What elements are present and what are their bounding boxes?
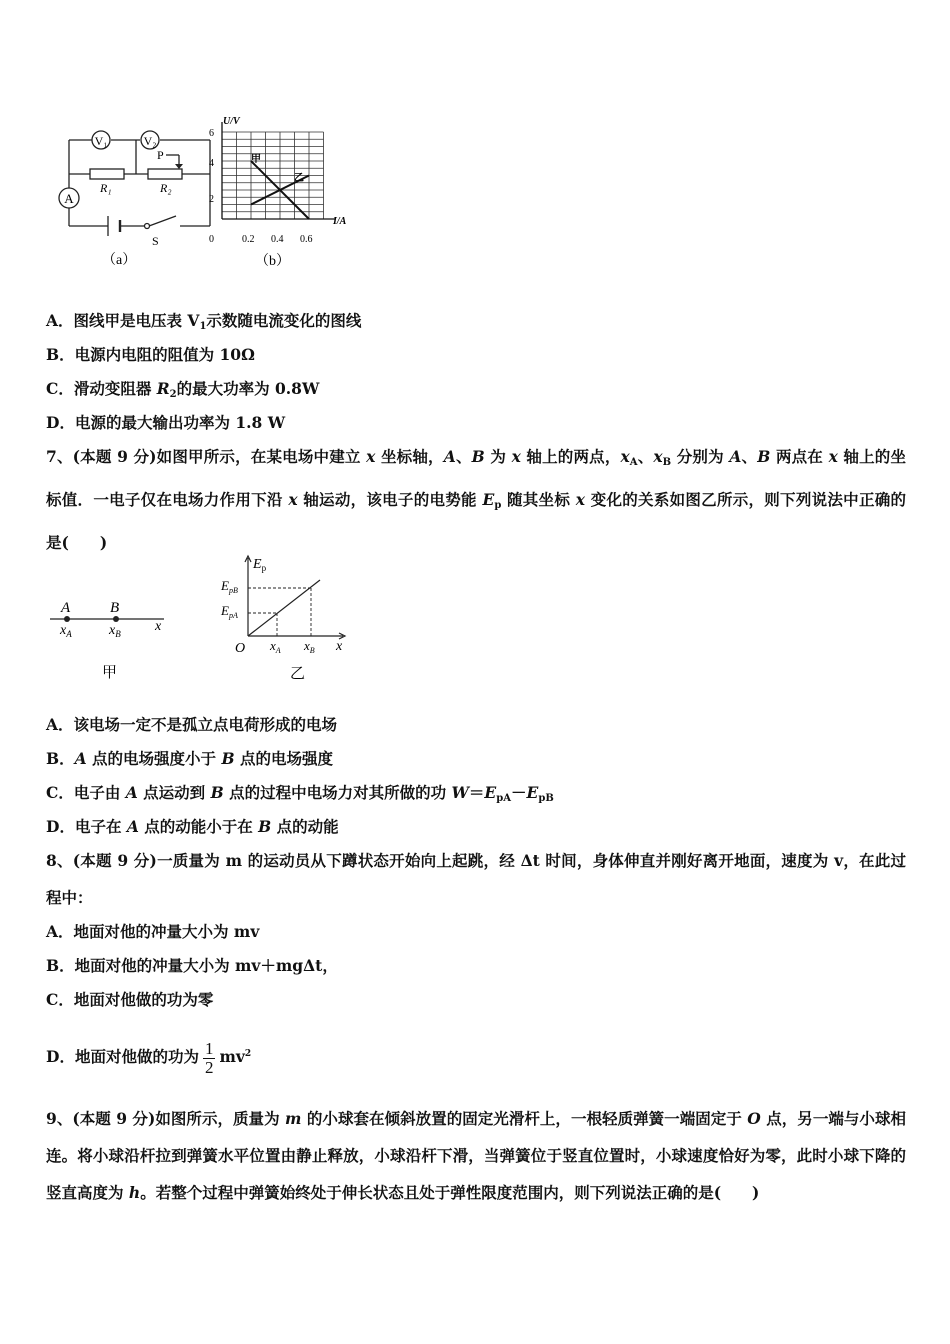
resistor-1-label: R₁ [100,181,112,195]
x-tick-0.4: 0.4 [271,234,284,245]
label-xA: $x_A$ [270,638,281,655]
figure-yi-ep-graph [215,552,355,684]
y-tick-0: 0 [209,234,214,245]
label-Ep-axis: $E_p$ [253,557,267,573]
label-EpB: $E_{pB}$ [221,578,238,595]
y-axis-label: U/V [223,116,240,127]
circuit-diagram [50,120,225,270]
y-tick-6: 6 [209,128,214,139]
figure-a-caption: （a） [102,253,137,268]
q8-stem: 8、(本题 9 分)一质量为 m 的运动员从下蹲状态开始向上起跳，经 Δt 时间，身体伸直并刚好离开地面，速度为 v，在此过程中： [46,851,906,907]
slider-p-label: P [157,148,164,162]
figure-jia-caption: 甲 [102,665,118,681]
label-xB: $x_B$ [109,623,121,639]
voltmeter-2-label: V₂ [143,134,157,148]
q7-option-d[interactable]: D．电子在 A 点的动能小于在 B 点的动能 [46,817,339,836]
x-tick-0.6: 0.6 [300,234,313,245]
q7-option-a[interactable]: A．该电场一定不是孤立点电荷形成的电场 [46,715,338,734]
switch-label: S [152,234,159,248]
label-EpA: $E_{pA}$ [221,603,238,620]
q7-option-c[interactable]: C．电子由 A 点运动到 B 点的过程中电场力对其所做的功 $W=E_{pA}-E_{pB}$ [46,783,554,804]
voltmeter-1-label: V₁ [94,134,108,148]
line-jia-label: 甲 [251,154,261,165]
label-x-axis: x [336,639,343,654]
figure-yi-caption: 乙 [290,666,306,682]
q7-stem: 7、(本题 9 分)如图甲所示，在某电场中建立 x 坐标轴，A、B 为 x 轴上的两点，$x_A$、$x_B$ 分别为 A、B 两点在 x 轴上的坐标值．一电子仅在电场力作用下沿 x 轴运动，该电子的电势能 $E_p$ 随其坐标 x 变化的关系如图乙所示，则下列说法中正确的是( ) [46,447,906,552]
q8-option-b[interactable]: B．地面对他的冲量大小为 mv＋mgΔt， [46,956,338,975]
line-yi-label: 乙 [294,173,304,184]
label-xA: $x_A$ [60,623,72,639]
q6-option-c[interactable]: C．滑动变阻器 $R_2$的最大功率为 0.8W [46,379,320,400]
x-tick-0.2: 0.2 [242,234,255,245]
q8-option-d[interactable]: D．地面对他做的功为 $\frac{1}{2}$ $mv^2$ [46,1038,252,1077]
resistor-2-label: R₂ [160,181,172,195]
fraction-one-half: $\frac{1}{2}$ [204,1038,214,1077]
label-xB: $x_B$ [304,638,315,655]
ammeter-label: A [64,191,74,206]
point-B [113,616,119,622]
y-tick-2: 2 [209,194,214,205]
label-x-axis: x [155,619,162,634]
u-i-graph [200,112,365,272]
label-origin: O [235,641,246,656]
label-B: B [110,600,120,616]
point-A [64,616,70,622]
q8-option-c[interactable]: C．地面对他做的功为零 [46,990,214,1009]
q6-option-a[interactable]: A．图线甲是电压表 $V_1$示数随电流变化的图线 [46,311,362,332]
label-A: A [61,600,71,616]
q6-option-b[interactable]: B．电源内电阻的阻值为 10Ω [46,345,255,364]
q9-stem: 9、(本题 9 分)如图所示，质量为 m 的小球套在倾斜放置的固定光滑杆上，一根轻质弹簧一端固定于 O 点，另一端与小球相连。将小球沿杆拉到弹簧水平位置由静止释放，小球沿杆下滑，当弹簧位于竖直位置时，小球速度恰好为零，此时小球下降的竖直高度为 h。若整个过程中弹簧始终处于伸长状态且处于弹性限度范围内，则下列说法正确的是( ) [46,1109,907,1202]
figure-b-caption: （b） [255,254,290,269]
y-tick-4: 4 [209,158,214,169]
q6-option-d[interactable]: D．电源的最大输出功率为 1.8 W [46,413,286,432]
figure-jia-axis [46,595,176,685]
q8-option-a[interactable]: A．地面对他的冲量大小为 mv [46,922,260,941]
q7-option-b[interactable]: B．A 点的电场强度小于 B 点的电场强度 [46,749,333,768]
x-axis-label: I/A [333,216,347,227]
